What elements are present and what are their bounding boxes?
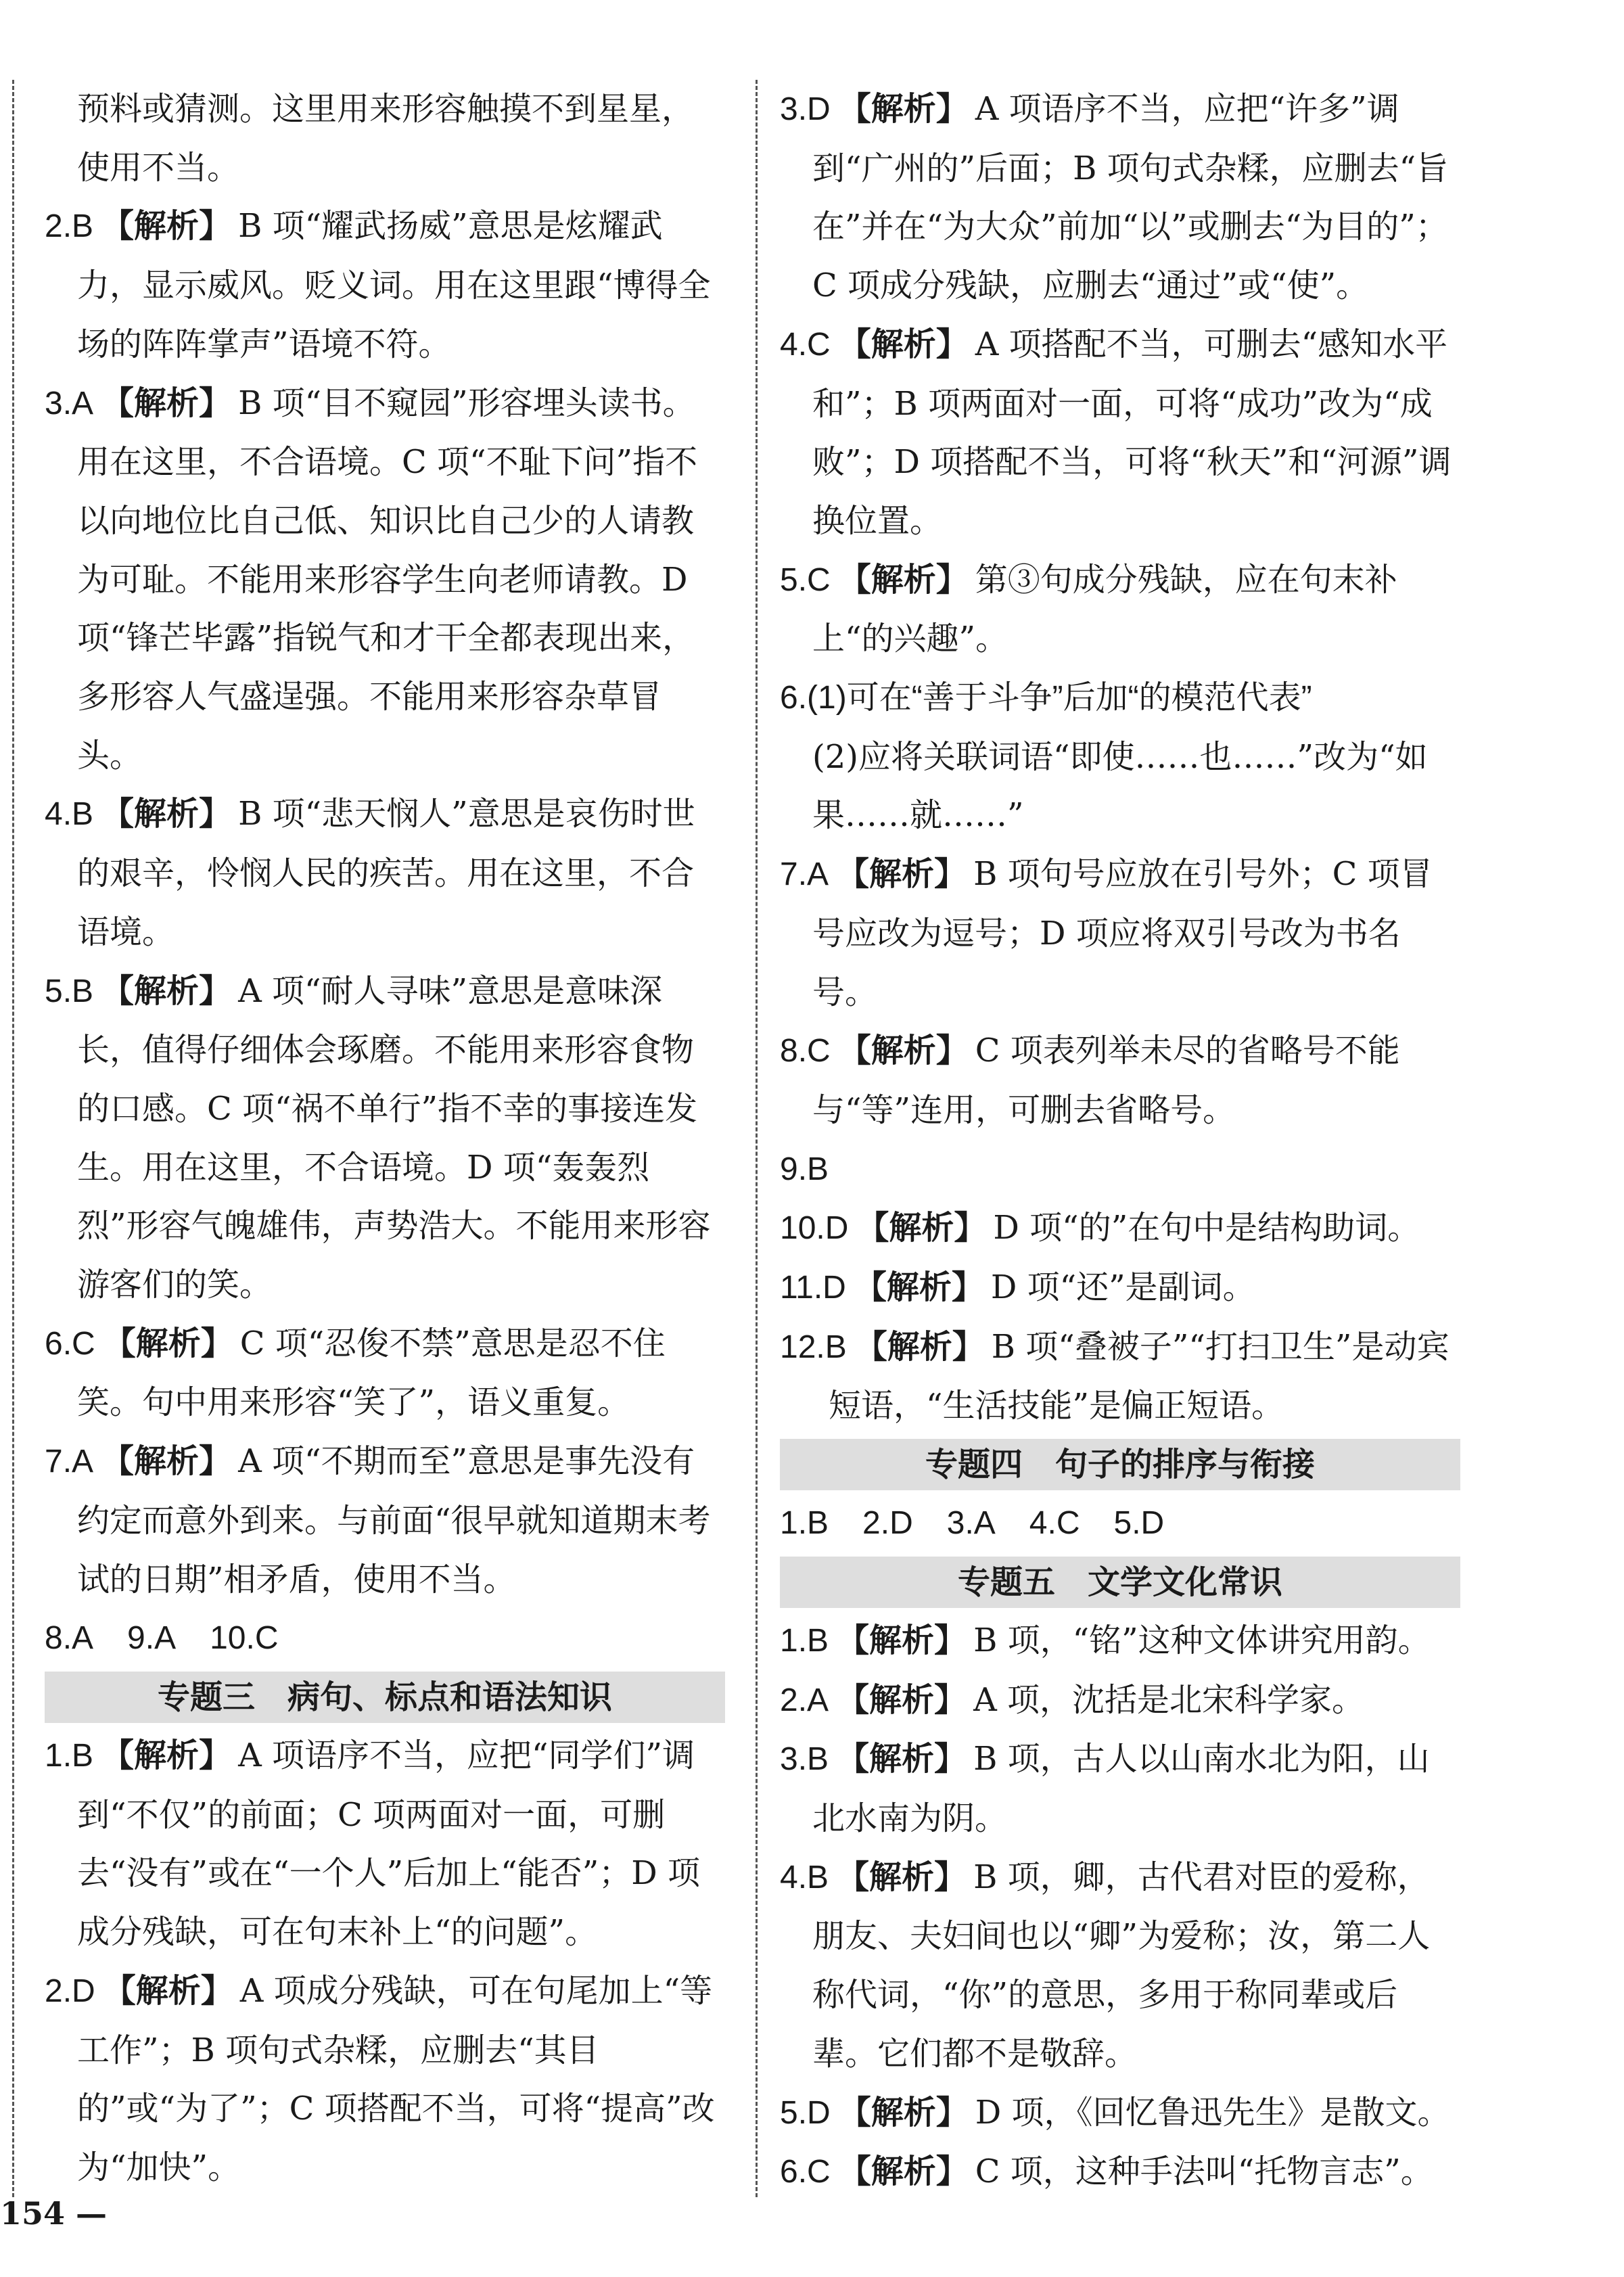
answer-row [780, 1494, 1460, 1553]
answer-item [45, 962, 725, 1314]
answer-item [45, 197, 725, 373]
answer-number: 2.B [45, 208, 94, 245]
analysis-tag: 【解析】 [837, 1740, 967, 1778]
answer-number: 8.C [780, 1033, 831, 1070]
answer-item [45, 1314, 725, 1432]
answer-number: 6.C [45, 1325, 95, 1362]
answer-item [45, 1726, 725, 1962]
analysis-tag: 【解析】 [101, 207, 232, 246]
answer-list [780, 1199, 1460, 1435]
answer: 10.C [210, 1620, 279, 1657]
answer-item [780, 1611, 1460, 1671]
answer-number: 4.B [45, 796, 94, 833]
answer-item [780, 1671, 1460, 1730]
page-number: 154 — [0, 2195, 108, 2232]
analysis-text: B 项“悲天悯人”意思是哀伤时世的艰辛，怜悯人民的疾苦。用在这里，不合语境。 [77, 795, 695, 951]
analysis-tag: 【解析】 [837, 1858, 967, 1896]
analysis-text: B 项“叠被子”“打扫卫生”是动宾短语，“生活技能”是偏正短语。 [829, 1327, 1449, 1425]
analysis-tag: 【解析】 [854, 1268, 984, 1307]
answer-item [45, 1962, 725, 2197]
analysis-tag: 【解析】 [101, 384, 232, 422]
center-dashed-divider [756, 80, 758, 2197]
analysis-tag: 【解析】 [101, 1442, 232, 1481]
answer-number: 5.D [780, 2094, 831, 2131]
answer-item [780, 1318, 1460, 1435]
answer-number: 10.D [780, 1210, 849, 1247]
analysis-text: A 项，沈括是北宋科学家。 [973, 1680, 1364, 1719]
answer-list [780, 1611, 1460, 2202]
analysis-text: C 项，这种手法叫“托物言志”。 [975, 2153, 1433, 2191]
analysis-tag: 【解析】 [837, 1680, 967, 1719]
answer-list [45, 197, 725, 1609]
answer-item: 6.(1)可在“善于斗争”后加“的模范代表” [780, 680, 1312, 716]
answer-list [780, 80, 1460, 668]
answer-item [780, 551, 1460, 668]
analysis-tag: 【解析】 [838, 1032, 969, 1070]
analysis-text: A 项语序不当，应把“同学们”调到“不仅”的前面；C 项两面对一面，可删去“没有”或在“一个人”后加上“能否”；D 项成分残缺，可在句末补上“的问题”。 [77, 1736, 700, 1952]
section-heading: 专题三 病句、标点和语法知识 [45, 1672, 725, 1723]
analysis-text: A 项“不期而至”意思是事先没有约定而意外到来。与前面“很早就知道期末考试的日期”相矛盾，使用不当。 [77, 1442, 711, 1598]
analysis-tag: 【解析】 [854, 1327, 985, 1366]
analysis-text: B 项句号应放在引号外；C 项冒号应改为逗号；D 项应将双引号改为书名号。 [812, 855, 1433, 1011]
answer-list [780, 845, 1460, 1140]
answer-number: 12.B [780, 1329, 847, 1365]
answer-number: 3.A [45, 385, 94, 421]
answer-item [45, 785, 725, 961]
answer-number: 11.D [780, 1270, 846, 1306]
analysis-text: B 项“目不窥园”形容埋头读书。用在这里，不合语境。C 项“不耻下问”指不以向地位比自己低、知识比自己少的人请教为可耻。不能用来形容学生向老师请教。D 项“锋芒毕露”指锐气和才干全都表现出来，多形容人气盛逞强。不能用来形容杂草冒头。 [77, 384, 698, 775]
answer-number: 5.C [780, 561, 831, 598]
answer: 8.A [45, 1620, 94, 1657]
answer-item [780, 1258, 1460, 1318]
analysis-text: C 项表列举未尽的省略号不能与“等”连用，可删去省略号。 [812, 1032, 1400, 1129]
answer-number: 5.B [45, 973, 94, 1009]
answer-number: 7.A [45, 1444, 94, 1480]
answer-number: 4.C [780, 326, 831, 363]
answer-item [780, 1848, 1460, 2084]
analysis-text: A 项成分残缺，可在句尾加上“等工作”；B 项句式杂糅，应删去“其目的”或“为了”；C 项搭配不当，可将“提高”改为“加快”。 [77, 1971, 715, 2186]
analysis-tag: 【解析】 [103, 1971, 233, 2010]
answer-item-sub: (2)应将关联词语“即使……也……”改为“如果……就……” [812, 737, 1428, 835]
answer-number: 4.B [780, 1859, 829, 1895]
analysis-text: B 项“耀武扬威”意思是炫耀武力，显示威风。贬义词。用在这里跟“博得全场的阵阵掌声”语境不符。 [77, 207, 711, 363]
answer-number: 3.B [780, 1741, 829, 1778]
analysis-text: D 项“还”是副词。 [990, 1268, 1255, 1307]
answer-item [780, 315, 1460, 551]
answer: 9.A [127, 1620, 177, 1657]
answer-number: 7.A [780, 856, 829, 893]
continued-text: 预料或猜测。这里用来形容触摸不到星星，使用不当。 [77, 90, 695, 187]
analysis-tag: 【解析】 [837, 855, 967, 894]
analysis-text: A 项搭配不当，可删去“感知水平和”；B 项两面对一面，可将“成功”改为“成败”；D 项搭配不当，可将“秋天”和“河源”调换位置。 [812, 325, 1452, 540]
section-heading: 专题五 文学文化常识 [780, 1557, 1460, 1608]
analysis-text: B 项，卿，古代君对臣的爱称，朋友、夫妇间也以“卿”为爱称；汝，第二人称代词，“你”的意思，多用于称同辈或后辈。它们都不是敬辞。 [812, 1858, 1431, 2073]
analysis-tag: 【解析】 [838, 560, 969, 599]
analysis-text: C 项“忍俊不禁”意思是忍不住笑。句中用来形容“笑了”，语义重复。 [77, 1324, 666, 1422]
answer: 2.D [862, 1505, 913, 1542]
answer-item [780, 80, 1460, 315]
answer-item: 9.B [780, 1151, 829, 1187]
answer-number: 3.D [780, 91, 831, 127]
answer-number: 6.C [780, 2154, 831, 2190]
answer-number: 1.B [780, 1622, 829, 1659]
answer-row [45, 1609, 725, 1668]
answer-item [780, 1199, 1460, 1258]
analysis-tag: 【解析】 [101, 1736, 232, 1774]
analysis-tag: 【解析】 [838, 90, 969, 128]
answer-item [780, 2084, 1460, 2143]
answer-item [780, 2142, 1460, 2202]
answer-item [45, 1432, 725, 1609]
analysis-tag: 【解析】 [838, 325, 969, 363]
analysis-tag: 【解析】 [103, 1324, 233, 1362]
analysis-text: D 项“的”在句中是结构助词。 [993, 1209, 1420, 1247]
answer-list [45, 1726, 725, 2197]
right-column [780, 80, 1460, 2202]
analysis-tag: 【解析】 [856, 1209, 987, 1247]
analysis-text: A 项“耐人寻味”意思是意味深长，值得仔细体会琢磨。不能用来形容食物的口感。C 项“祸不单行”指不幸的事接连发生。用在这里，不合语境。D 项“轰轰烈烈”形容气魄雄伟，声势浩大。不能用来形容游客们的笑。 [77, 971, 711, 1304]
answer-number: 2.D [45, 1973, 95, 2009]
analysis-tag: 【解析】 [838, 2093, 969, 2132]
analysis-text: B 项，古人以山南水北为阳，山北水南为阴。 [812, 1740, 1430, 1837]
section-heading: 专题四 句子的排序与衔接 [780, 1439, 1460, 1490]
analysis-tag: 【解析】 [838, 2153, 969, 2191]
analysis-tag: 【解析】 [837, 1621, 967, 1659]
answer: 1.B [780, 1505, 829, 1542]
answer: 4.C [1029, 1505, 1080, 1542]
answer-number: 2.A [780, 1682, 829, 1718]
left-dashed-border [12, 80, 14, 2197]
analysis-tag: 【解析】 [101, 795, 232, 833]
analysis-text: B 项，“铭”这种文体讲究用韵。 [973, 1621, 1431, 1659]
analysis-tag: 【解析】 [101, 971, 232, 1010]
answer: 5.D [1113, 1505, 1165, 1542]
analysis-text: D 项，《回忆鲁迅先生》是散文。 [975, 2093, 1450, 2132]
answer-item [780, 1730, 1460, 1847]
answer: 3.A [946, 1505, 996, 1542]
left-column [45, 80, 725, 2197]
answer-item [45, 374, 725, 785]
answer-item [780, 845, 1460, 1021]
answer-number: 1.B [45, 1737, 94, 1774]
analysis-text: A 项语序不当，应把“许多”调到“广州的”后面；B 项句式杂糅，应删去“旨在”并在“为大众”前加“以”或删去“为目的”；C 项成分残缺，应删去“通过”或“使”。 [812, 90, 1449, 305]
analysis-text: 第③句成分残缺，应在句末补上“的兴趣”。 [812, 560, 1397, 658]
answer-item [780, 1021, 1460, 1139]
